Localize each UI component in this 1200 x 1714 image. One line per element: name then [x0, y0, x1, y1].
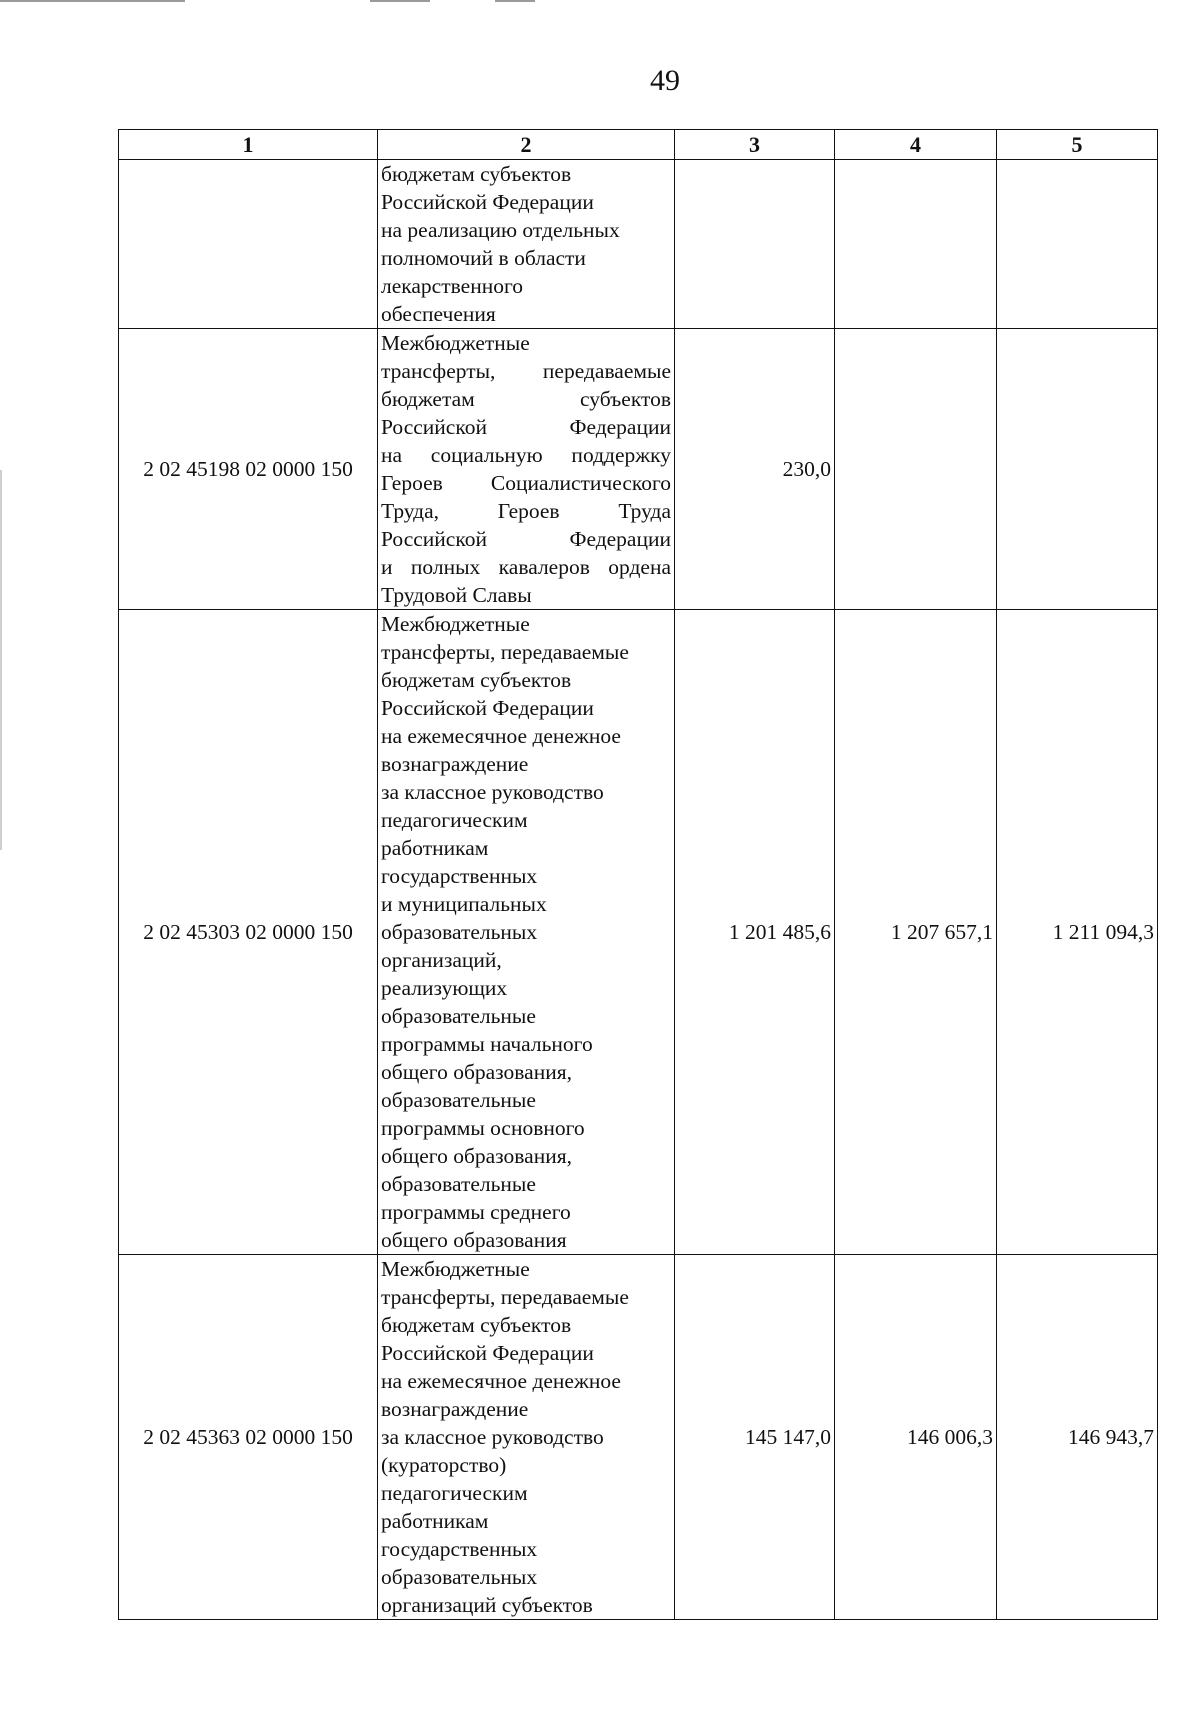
description-cell	[378, 329, 675, 610]
page-number: 49	[650, 64, 680, 97]
description-line: обеспечения	[381, 302, 496, 326]
description-line: за классное руководство	[381, 780, 604, 804]
description-line: Межбюджетные	[381, 612, 530, 636]
amount-cell-4: 146 006,3	[835, 1255, 997, 1620]
description-line: на реализацию отдельных	[381, 218, 620, 242]
description-line: за классное руководство	[381, 1425, 604, 1449]
budget-code-cell: 2 02 45303 02 0000 150	[119, 610, 378, 1255]
amount-cell-4	[835, 160, 997, 329]
description-line: Российской Федерации	[381, 527, 671, 551]
amount-cell-4	[835, 329, 997, 610]
description-line: государственных	[381, 1537, 538, 1561]
description-line: и полных кавалеров ордена	[381, 555, 671, 579]
budget-code-cell: 2 02 45363 02 0000 150	[119, 1255, 378, 1620]
table-row	[119, 329, 1158, 610]
description-line: программы среднего	[381, 1200, 571, 1224]
description-line: образовательные	[381, 1004, 536, 1028]
description-line: на ежемесячное денежное	[381, 1369, 621, 1393]
description-line: образовательные	[381, 1088, 536, 1112]
header-col-4: 4	[835, 130, 997, 160]
description-line: образовательных	[381, 1565, 538, 1589]
amount-cell-3	[675, 160, 835, 329]
description-line: педагогическим	[381, 1481, 528, 1505]
description-cell	[378, 1255, 675, 1620]
budget-table	[118, 129, 1158, 1620]
amount-cell-5	[997, 329, 1158, 610]
header-col-1: 1	[119, 130, 378, 160]
description-line: общего образования,	[381, 1144, 572, 1168]
description-line: вознаграждение	[381, 1397, 529, 1421]
amount-cell-4: 1 207 657,1	[835, 610, 997, 1255]
description-line: организаций,	[381, 948, 502, 972]
description-line: образовательные	[381, 1172, 536, 1196]
description-line: полномочий в области	[381, 246, 586, 270]
description-line: Российской Федерации	[381, 190, 594, 214]
amount-cell-5: 146 943,7	[997, 1255, 1158, 1620]
description-line: бюджетам субъектов	[381, 162, 572, 186]
description-line: на ежемесячное денежное	[381, 724, 621, 748]
description-line: лекарственного	[381, 274, 523, 298]
budget-code-cell: 2 02 45198 02 0000 150	[119, 329, 378, 610]
scan-edge	[0, 470, 2, 850]
description-cell	[378, 610, 675, 1255]
description-line: педагогическим	[381, 808, 528, 832]
description-line: и муниципальных	[381, 892, 547, 916]
table-row	[119, 160, 1158, 329]
description-line: общего образования	[381, 1228, 567, 1252]
description-line: Труда, Героев Труда	[381, 499, 671, 523]
amount-cell-3: 230,0	[675, 329, 835, 610]
description-line: вознаграждение	[381, 752, 529, 776]
description-line: Трудовой Славы	[381, 583, 532, 607]
description-line: общего образования,	[381, 1060, 572, 1084]
description-line: Межбюджетные	[381, 1257, 530, 1281]
header-col-5: 5	[997, 130, 1158, 160]
description-line: Российской Федерации	[381, 696, 594, 720]
description-line: государственных	[381, 864, 538, 888]
budget-code-cell	[119, 160, 378, 329]
amount-cell-3: 145 147,0	[675, 1255, 835, 1620]
description-line: на социальную поддержку	[381, 443, 671, 467]
description-line: (кураторство)	[381, 1453, 507, 1477]
table-row	[119, 610, 1158, 1255]
scan-artifact	[370, 0, 430, 2]
description-line: бюджетам субъектов	[381, 387, 671, 411]
description-cell	[378, 160, 675, 329]
table-header-row	[119, 130, 1158, 160]
description-line: организаций субъектов	[381, 1593, 593, 1617]
description-line: работникам	[381, 1509, 489, 1533]
description-line: трансферты, передаваемые	[381, 359, 671, 383]
description-line: работникам	[381, 836, 489, 860]
header-col-2: 2	[378, 130, 675, 160]
description-line: образовательных	[381, 920, 538, 944]
amount-cell-5	[997, 160, 1158, 329]
amount-cell-5: 1 211 094,3	[997, 610, 1158, 1255]
description-line: Российской Федерации	[381, 1341, 594, 1365]
description-line: бюджетам субъектов	[381, 1313, 572, 1337]
description-line: трансферты, передаваемые	[381, 1285, 629, 1309]
description-line: программы начального	[381, 1032, 593, 1056]
description-line: Межбюджетные	[381, 331, 530, 355]
description-line: бюджетам субъектов	[381, 668, 572, 692]
table-row	[119, 1255, 1158, 1620]
description-line: Героев Социалистического	[381, 471, 671, 495]
description-line: Российской Федерации	[381, 415, 671, 439]
scan-artifact	[0, 0, 185, 2]
description-line: трансферты, передаваемые	[381, 640, 629, 664]
amount-cell-3: 1 201 485,6	[675, 610, 835, 1255]
description-line: программы основного	[381, 1116, 585, 1140]
description-line: реализующих	[381, 976, 508, 1000]
scan-artifact	[495, 0, 535, 2]
header-col-3: 3	[675, 130, 835, 160]
